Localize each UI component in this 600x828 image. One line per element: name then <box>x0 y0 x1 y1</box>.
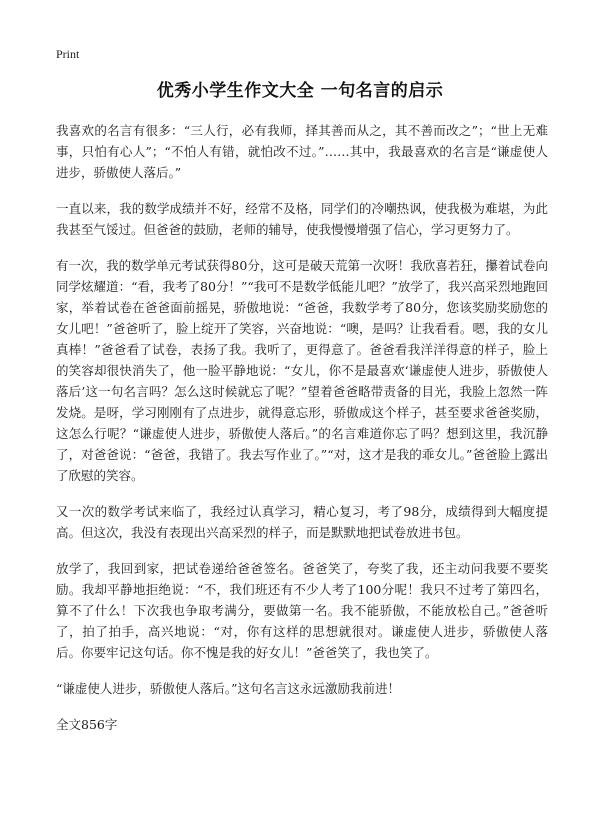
paragraph: 一直以来，我的数学成绩并不好，经常不及格，同学们的冷嘲热讽，使我极为难堪，为此我甚至气馁过。但爸爸的鼓励，老师的辅导，使我慢慢增强了信心，学习更努力了。 <box>56 201 548 237</box>
paragraph: “谦虚使人进步，骄傲使人落后。”这句名言这永远激励我前进！ <box>56 681 401 696</box>
article-title: 优秀小学生作文大全 一句名言的启示 <box>156 81 444 101</box>
paragraph: 我喜欢的名言有很多：“三人行，必有我师，择其善而从之，其不善而改之”；“世上无难事，只怕有心人”；“不怕人有错，就怕改不过。”……其中，我最喜欢的名言是“谦虚使人进步，骄傲使人落后。” <box>56 123 548 180</box>
paragraph: 放学了，我回到家，把试卷递给爸爸签名。爸爸笑了，夸奖了我，还主动问我要不要奖励。我却平静地拒绝说：“不，我们班还有不少人考了100分呢！我只不过考了第四名，算不了什么！下次我也争取考满分，要做第一名。我不能骄傲，不能放松自己。”爸爸听了，拍了拍手，高兴地说：“对，你有这样的思想就很对。谦虚使人进步，骄傲使人落后。你要牢记这句话。你不愧是我的好女儿！”爸爸笑了，我也笑了。 <box>56 561 548 660</box>
paragraph: 有一次，我的数学单元考试获得80分，这可是破天荒第一次呀！我欣喜若狂，攥着试卷向同学炫耀道：“看，我考了80分！”“我可不是数学低能儿吧？”放学了，我兴高采烈地跑回家，举着试卷在爸爸面前摇晃，骄傲地说：“爸爸，我数学考了80分，您该奖励奖励您的女儿吧！”爸爸听了，脸上绽开了笑容，兴奋地说：“噢，是吗？让我看看。嗯，我的女儿真棒！”爸爸看了试卷，表扬了我。我听了，更得意了。爸爸看我洋洋得意的样子，脸上的笑容却很快消失了，他一脸平静地说：“女儿，你不是最喜欢‘谦虚使人进步，骄傲使人落后’这一句名言吗？怎么这时候就忘了呢？”望着爸爸略带责备的目光，我脸上忽然一阵发烧。是呀，学习刚刚有了点进步，就得意忘形，骄傲成这个样子，甚至要求爸爸奖励，这怎么行呢？“谦虚使人进步，骄傲使人落后。”的名言难道你忘了吗？想到这里，我沉静了，对爸爸说：“爸爸，我错了。我去写作业了。”“对，这才是我的乖女儿。”爸爸脸上露出了欣慰的笑容。 <box>56 258 548 483</box>
word-count: 全文856字 <box>56 717 118 732</box>
paragraph: 又一次的数学考试来临了，我经过认真学习，精心复习，考了98分，成绩得到大幅度提高。但这次，我没有表现出兴高采烈的样子，而是默默地把试卷放进书包。 <box>56 504 548 540</box>
article-body <box>56 120 548 735</box>
print-link[interactable]: Print <box>56 47 80 61</box>
